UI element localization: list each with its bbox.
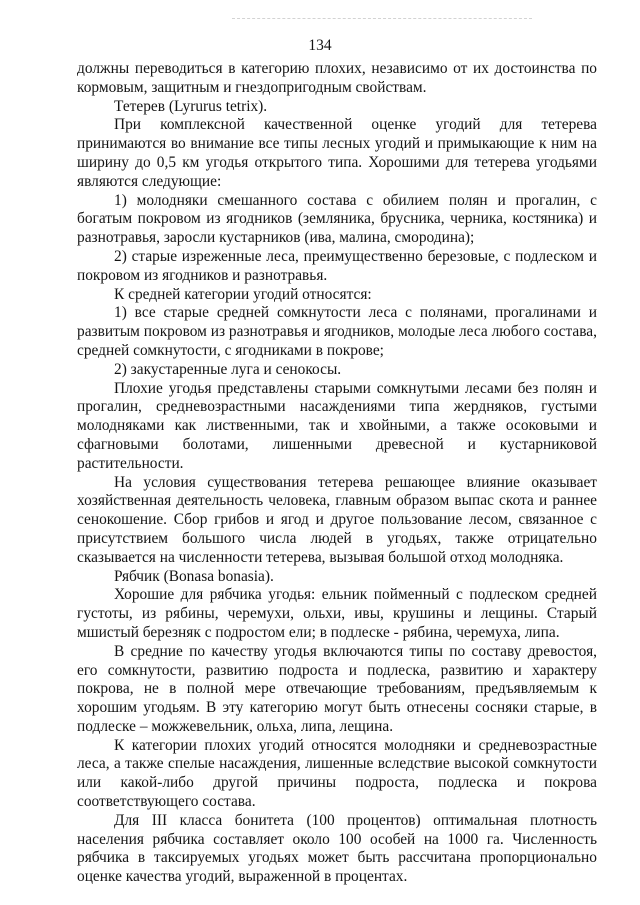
heading-ryabchik: Рябчик (Bonasa bonasia). [114,567,274,585]
paragraph: В средние по качеству угодья включаются типы по составу древостоя, его сомкнутости, развитию подроста и подлеска, развитию и характеру покрова, не в полной мере отвечающие требованиям, предъявляемым к хорошим угодьям. В эту категорию могут быть отнесены сосняки старые, в подлеске – можжевельник, ольха, липа, лещина. [77,642,597,735]
scan-artifact [232,18,532,22]
paragraph: На условия существования тетерева решающее влияние оказывает хозяйственная деятельность человека, главным образом выпас скота и раннее сенокошение. Сбор грибов и ягод и другое пользование лесом, связанное с присутствием большого числа людей в угодьях, также отрицательно сказывается на численности тетерева, вызывая большой отход молодняка. [77,473,597,566]
paragraph: К категории плохих угодий относятся молодняки и средневозрастные леса, а также спелые насаждения, лишенные вследствие высокой сомкнутости или какой-либо другой причины подроста, подлеска и покрова соответствующего состава. [77,736,597,811]
list-item: 2) закустаренные луга и сенокосы. [114,360,342,378]
paragraph: Плохие угодья представлены старыми сомкнутыми лесами без полян и прогалин, средневозрастными насаждениями типа жердняков, густыми молодняками как лиственными, так и хвойными, а также осоковыми и сфагновыми болотами, лишенными древесной и кустарниковой растительности. [77,379,597,472]
paragraph-continuation: должны переводиться в категорию плохих, независимо от их достоинства по кормовым, защитным и гнездопригодным свойствам. [77,60,597,96]
page-number: 134 [308,37,332,54]
list-item: 1) все старые средней сомкнутости леса с полянами, прогалинами и развитым покровом из разнотравья и ягодников, молодые леса любого состава, средней сомкнутости, с ягодниками в покрове; [77,304,597,359]
list-item: 1) молодняки смешанного состава с обилием полян и прогалин, с богатым покровом из ягодников (земляника, брусника, черника, костяника) и разнотравья, заросли кустарников (ива, малина, смородина); [77,191,597,247]
paragraph: Для III класса бонитета (100 процентов) оптимальная плотность населения рябчика составляет около 100 особей на 1000 га. Численность рябчика в таксируемых угодьях может быть рассчитана пропорционально оценке качества угодий, выраженной в процентах. [77,811,597,886]
paragraph: К средней категории угодий относятся: [114,285,372,303]
list-item: 2) старые изреженные леса, преимущественно березовые, с подлеском и покровом из ягодников и разнотравья. [77,247,597,284]
heading-tetrev: Тетерев (Lyrurus tetrix). [114,97,268,115]
paragraph: При комплексной качественной оценке угодий для тетерева принимаются во внимание все типы лесных угодий и примыкающие к ним на ширину до 0,5 км угодья открытого типа. Хорошими для тетерева угодьями являются следующие: [77,116,597,190]
paragraph: Хорошие для рябчика угодья: ельник пойменный с подлеском средней густоты, из рябины, черемухи, ольхи, ивы, крушины и лещины. Старый мшистый березняк с подростом ели; в подлеске - рябина, черемуха, липа. [77,586,597,641]
document-body [77,60,597,887]
